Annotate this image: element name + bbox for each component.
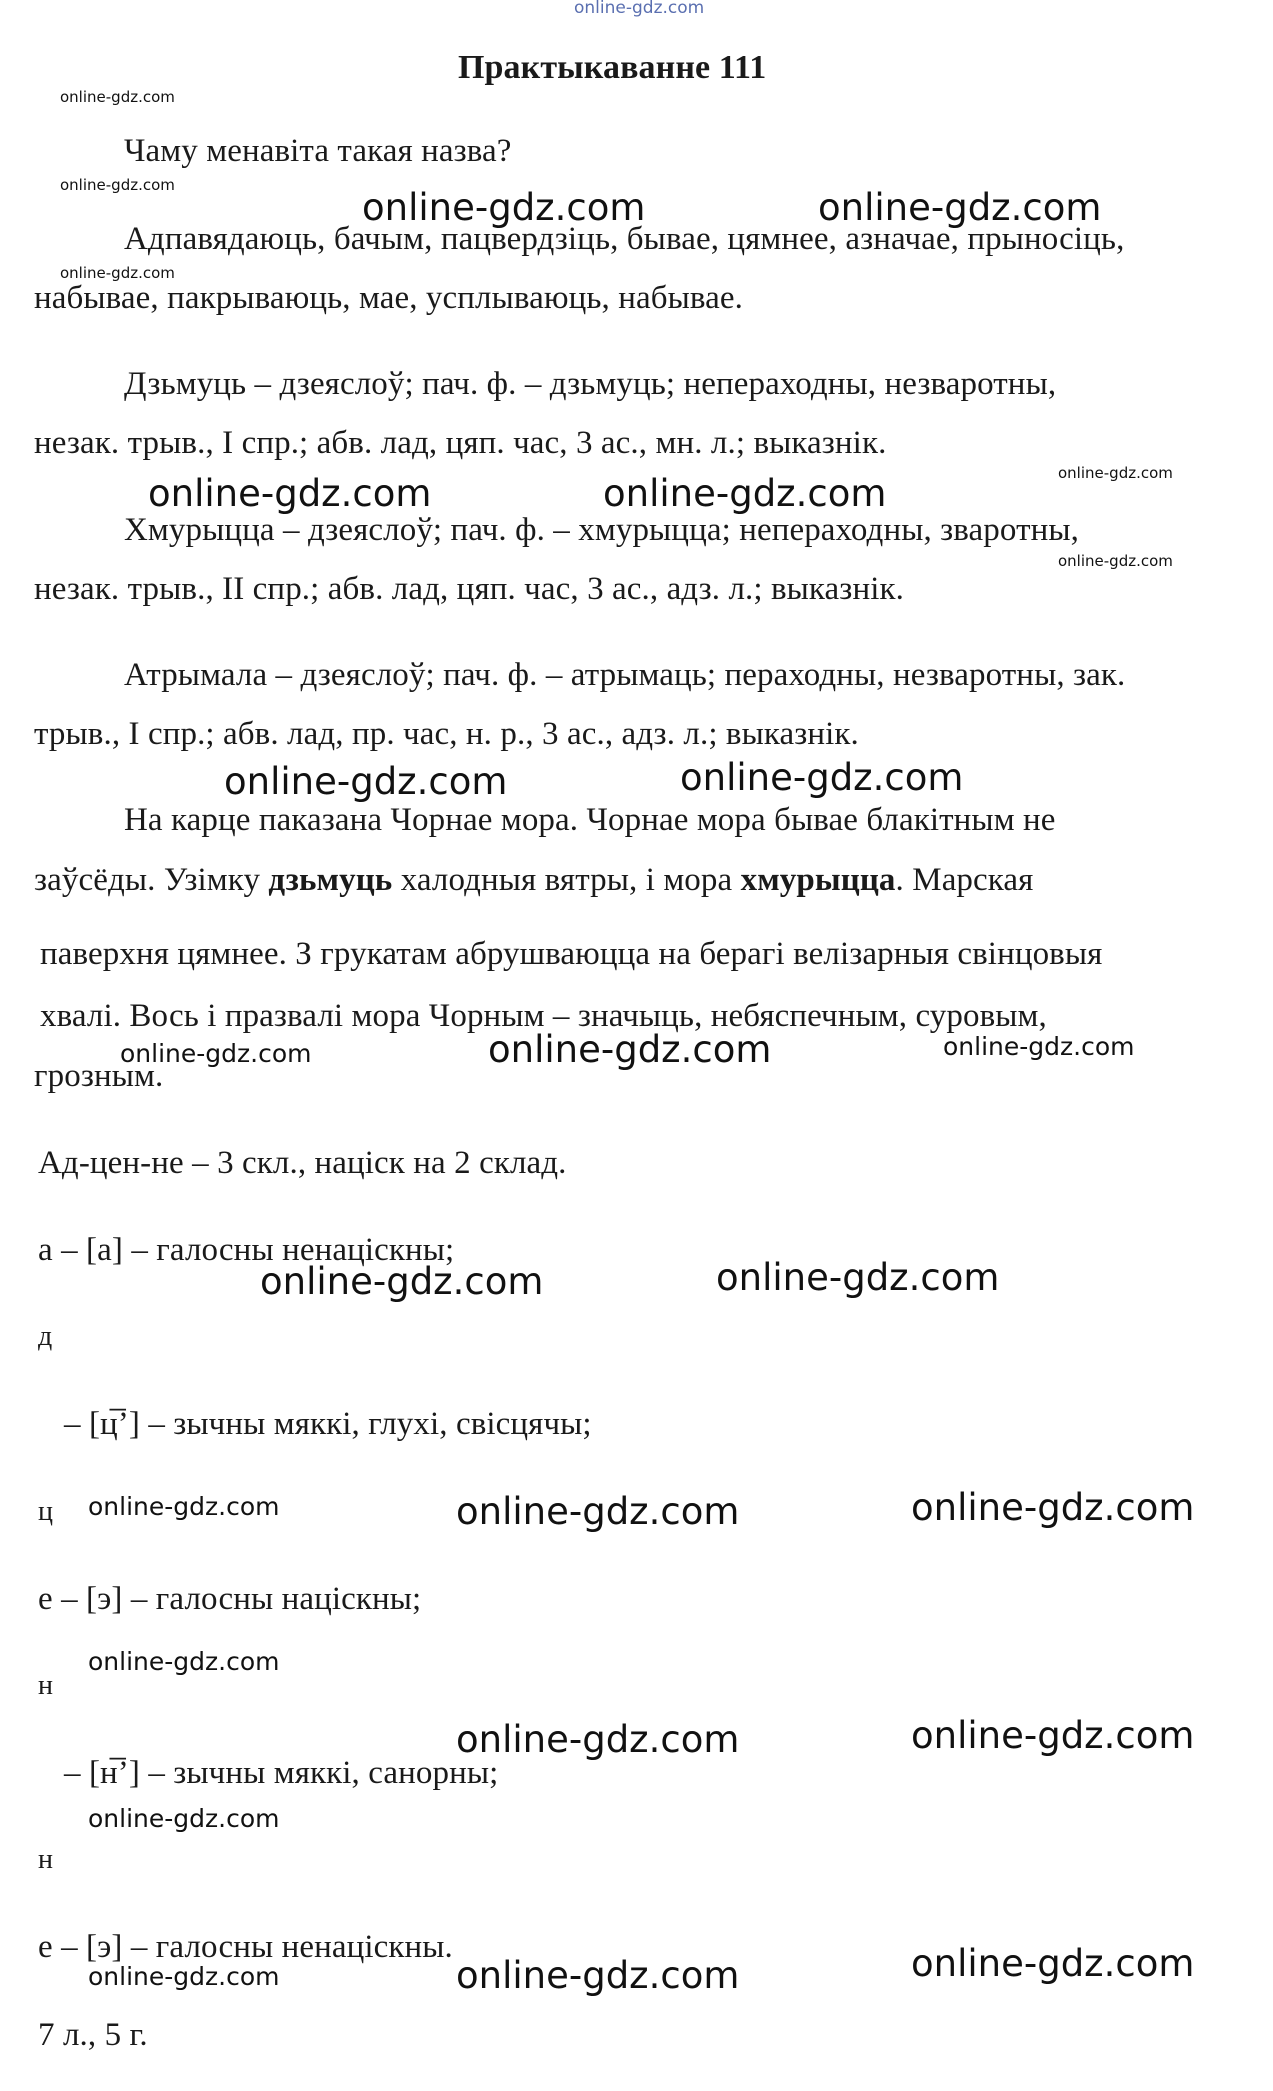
phonetic-line: е – [э] – галосны ненаціскны. bbox=[38, 1929, 453, 1965]
watermark: online-gdz.com bbox=[911, 1714, 1195, 1757]
page-title: Практыкаванне 111 bbox=[458, 49, 767, 86]
text-line: Атрымала – дзеяслоў; пач. ф. – атрымаць; пераходны, незваротны, зак. bbox=[124, 657, 1126, 693]
watermark: online-gdz.com bbox=[456, 1954, 740, 1997]
phonetic-letter: д bbox=[38, 1321, 53, 1352]
question-line: Чаму менавіта такая назва? bbox=[124, 133, 512, 169]
summary-line: 7 л., 5 г. bbox=[38, 2017, 148, 2053]
text-line: незак. трыв., I спр.; абв. лад, цяп. час, 3 ас., мн. л.; выказнік. bbox=[34, 425, 887, 461]
phonetic-letter: ц bbox=[38, 1496, 54, 1527]
phonetic-line: – [ц̅’] – зычны мяккі, глухі, свісцячы; bbox=[64, 1406, 592, 1442]
watermark: online-gdz.com bbox=[148, 472, 432, 515]
phonetic-letter: н bbox=[38, 1844, 54, 1875]
text-line: заўсёды. Узімку дзьмуць халодныя вятры, і мора хмурыцца. Марская bbox=[34, 862, 1034, 898]
watermark: online-gdz.com bbox=[1058, 464, 1173, 482]
watermark: online-gdz.com bbox=[224, 760, 508, 803]
phonetic-line: – [н̅’] – зычны мяккі, санорны; bbox=[64, 1755, 499, 1791]
watermark: online-gdz.com bbox=[456, 1490, 740, 1533]
watermark: online-gdz.com bbox=[943, 1032, 1135, 1061]
watermark: online-gdz.com bbox=[88, 1647, 280, 1676]
watermark: online-gdz.com bbox=[362, 186, 646, 229]
text-line: Хмурыцца – дзеяслоў; пач. ф. – хмурыцца; непераходны, зваротны, bbox=[124, 512, 1079, 548]
watermark: online-gdz.com bbox=[1058, 552, 1173, 570]
watermark: online-gdz.com bbox=[456, 1718, 740, 1761]
header-watermark: online-gdz.com bbox=[574, 0, 705, 18]
text-line: Адпавядаюць, бачым, пацвердзіць, бывае, цямнее, азначае, прыносіць, bbox=[124, 221, 1125, 257]
watermark: online-gdz.com bbox=[88, 1804, 280, 1833]
phonetic-line: е – [э] – галосны націскны; bbox=[38, 1581, 422, 1617]
watermark: online-gdz.com bbox=[680, 756, 964, 799]
text-line: На карце паказана Чорнае мора. Чорнае мора бывае блакітным не bbox=[124, 802, 1056, 838]
phonetic-line: а – [а] – галосны ненаціскны; bbox=[38, 1232, 455, 1268]
phonetic-letter: н bbox=[38, 1670, 54, 1701]
watermark: online-gdz.com bbox=[88, 1962, 280, 1991]
watermark: online-gdz.com bbox=[911, 1486, 1195, 1529]
text-line: паверхня цямнее. З грукатам абрушваюцца на берагі велізарныя свінцовыя bbox=[40, 936, 1103, 972]
watermark: online-gdz.com bbox=[716, 1256, 1000, 1299]
watermark: online-gdz.com bbox=[488, 1028, 772, 1071]
text-line: набывае, пакрываюць, мае, усплываюць, набывае. bbox=[34, 280, 743, 316]
watermark: online-gdz.com bbox=[88, 1492, 280, 1521]
watermark: online-gdz.com bbox=[911, 1942, 1195, 1985]
watermark: online-gdz.com bbox=[260, 1260, 544, 1303]
watermark: online-gdz.com bbox=[120, 1039, 312, 1068]
text-line: Дзьмуць – дзеяслоў; пач. ф. – дзьмуць; непераходны, незваротны, bbox=[124, 366, 1057, 402]
watermark: online-gdz.com bbox=[60, 176, 175, 194]
watermark: online-gdz.com bbox=[60, 88, 175, 106]
watermark: online-gdz.com bbox=[60, 264, 175, 282]
text-line: Ад-цен-не – 3 скл., націск на 2 склад. bbox=[38, 1145, 567, 1181]
text-line: грозным. bbox=[34, 1058, 164, 1094]
text-line: хвалі. Вось і празвалі мора Чорным – значыць, небяспечным, суровым, bbox=[40, 998, 1047, 1034]
watermark: online-gdz.com bbox=[818, 186, 1102, 229]
watermark: online-gdz.com bbox=[603, 472, 887, 515]
text-line: трыв., I спр.; абв. лад, пр. час, н. р., 3 ас., адз. л.; выказнік. bbox=[34, 716, 859, 752]
text-line: незак. трыв., II спр.; абв. лад, цяп. час, 3 ас., адз. л.; выказнік. bbox=[34, 571, 904, 607]
